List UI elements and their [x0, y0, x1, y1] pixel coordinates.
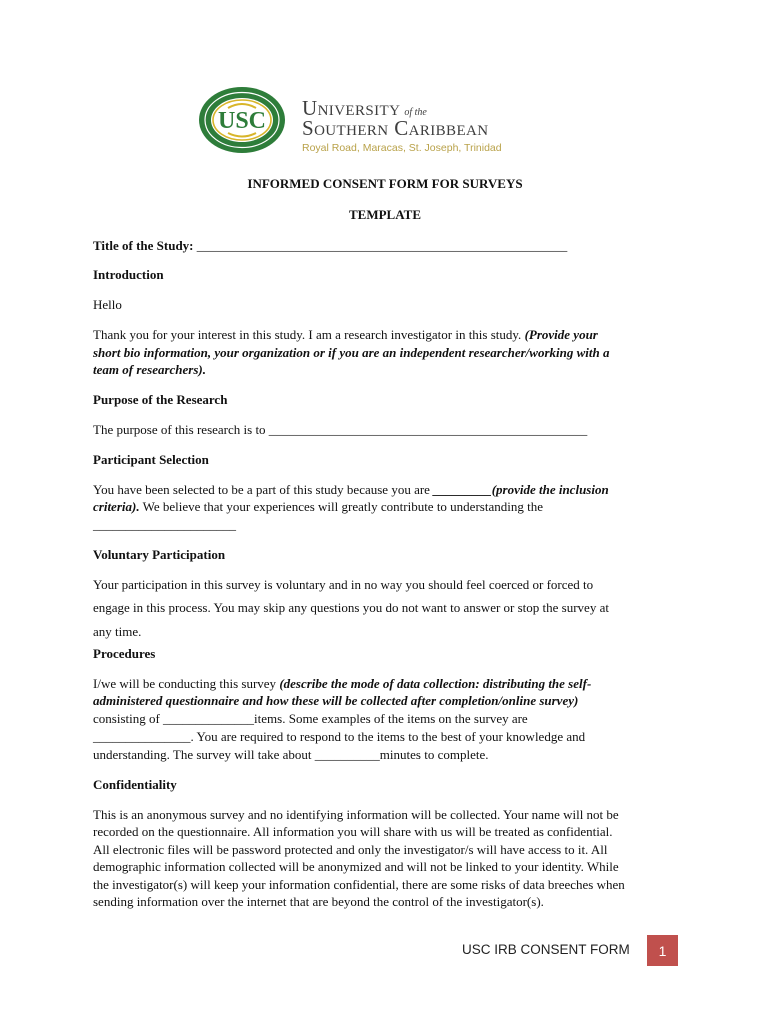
procedures-line4: _______________. You are required to respond to the items to the best of your knowledge and — [93, 729, 586, 744]
document-subtitle: TEMPLATE — [349, 207, 421, 222]
confidentiality-line6: sending information over the internet that are beyond the control of the investigator(s). — [93, 894, 544, 909]
selection-l2-bold: criteria). — [93, 499, 140, 514]
seal-text: USC — [217, 108, 267, 134]
confidentiality-line3: All electronic files will be password protected and only the investigator/s will have access to it. All — [93, 842, 608, 857]
selection-l1-plain: You have been selected to be a part of this study because you are — [93, 482, 434, 497]
introduction-greeting: Hello — [93, 297, 122, 312]
selection-l1-bold: _________(provide the inclusion — [433, 482, 609, 497]
selection-line3: ______________________ — [93, 517, 236, 532]
selection-l2-plain: We believe that your experiences will greatly contribute to understanding the — [139, 499, 543, 514]
intro-p1-bold: (Provide your — [524, 327, 598, 342]
university-name-line2: Southern Caribbean — [302, 116, 489, 140]
intro-p1-plain: Thank you for your interest in this study. I am a research investigator in this study. — [93, 327, 525, 342]
confidentiality-heading: Confidentiality — [93, 777, 177, 792]
page-number-badge: 1 — [647, 935, 678, 966]
university-address: Royal Road, Maracas, St. Joseph, Trinidad — [302, 142, 502, 154]
selection-line2 — [93, 498, 543, 516]
confidentiality-line4: demographic information collected will be anonymized and will not be linked to your identity. While — [93, 859, 619, 874]
university-letterhead — [198, 86, 578, 158]
procedures-line3: consisting of ______________items. Some examples of the items on the survey are — [93, 711, 528, 726]
voluntary-line2: engage in this process. You may skip any questions you do not want to answer or stop the survey at — [93, 600, 609, 615]
study-title-line — [93, 237, 567, 255]
purpose-text: The purpose of this research is to _________________________________________________ — [93, 422, 588, 437]
procedures-line1 — [93, 675, 591, 693]
confidentiality-line2: recorded on the questionnaire. All information you will share with us will be treated as confidential. — [93, 824, 613, 839]
of-the-text: of the — [404, 107, 427, 118]
university-word: University — [302, 96, 401, 120]
confidentiality-line5: the investigator(s) will keep your information confidential, there are some risks of data breeches when — [93, 877, 625, 892]
study-title-blank: _________________________________________________________ — [193, 238, 568, 253]
procedures-l1-bold: (describe the mode of data collection: distributing the self- — [279, 676, 592, 691]
footer-label: USC IRB CONSENT FORM — [462, 942, 630, 957]
voluntary-line1: Your participation in this survey is voluntary and in no way you should feel coerced or forced to — [93, 577, 594, 592]
introduction-paragraph-line1 — [93, 326, 598, 344]
introduction-paragraph-line2: short bio information, your organization or if you are an independent researcher/working with a — [93, 345, 610, 360]
procedures-heading: Procedures — [93, 646, 156, 661]
procedures-line2: administered questionnaire and how these will be collected after completion/online survey) — [93, 693, 579, 708]
document-title: INFORMED CONSENT FORM FOR SURVEYS — [247, 176, 523, 191]
voluntary-line3: any time. — [93, 624, 142, 639]
selection-heading: Participant Selection — [93, 452, 209, 467]
confidentiality-line1: This is an anonymous survey and no identifying information will be collected. Your name will not be — [93, 807, 619, 822]
university-seal-logo — [198, 86, 286, 154]
selection-line1 — [93, 481, 609, 499]
procedures-line5: understanding. The survey will take about __________minutes to complete. — [93, 747, 489, 762]
study-title-label: Title of the Study: — [93, 238, 194, 253]
procedures-l1-plain: I/we will be conducting this survey — [93, 676, 280, 691]
purpose-heading: Purpose of the Research — [93, 392, 228, 407]
voluntary-heading: Voluntary Participation — [93, 547, 226, 562]
introduction-paragraph-line3: team of researchers). — [93, 362, 207, 377]
introduction-heading: Introduction — [93, 267, 164, 282]
